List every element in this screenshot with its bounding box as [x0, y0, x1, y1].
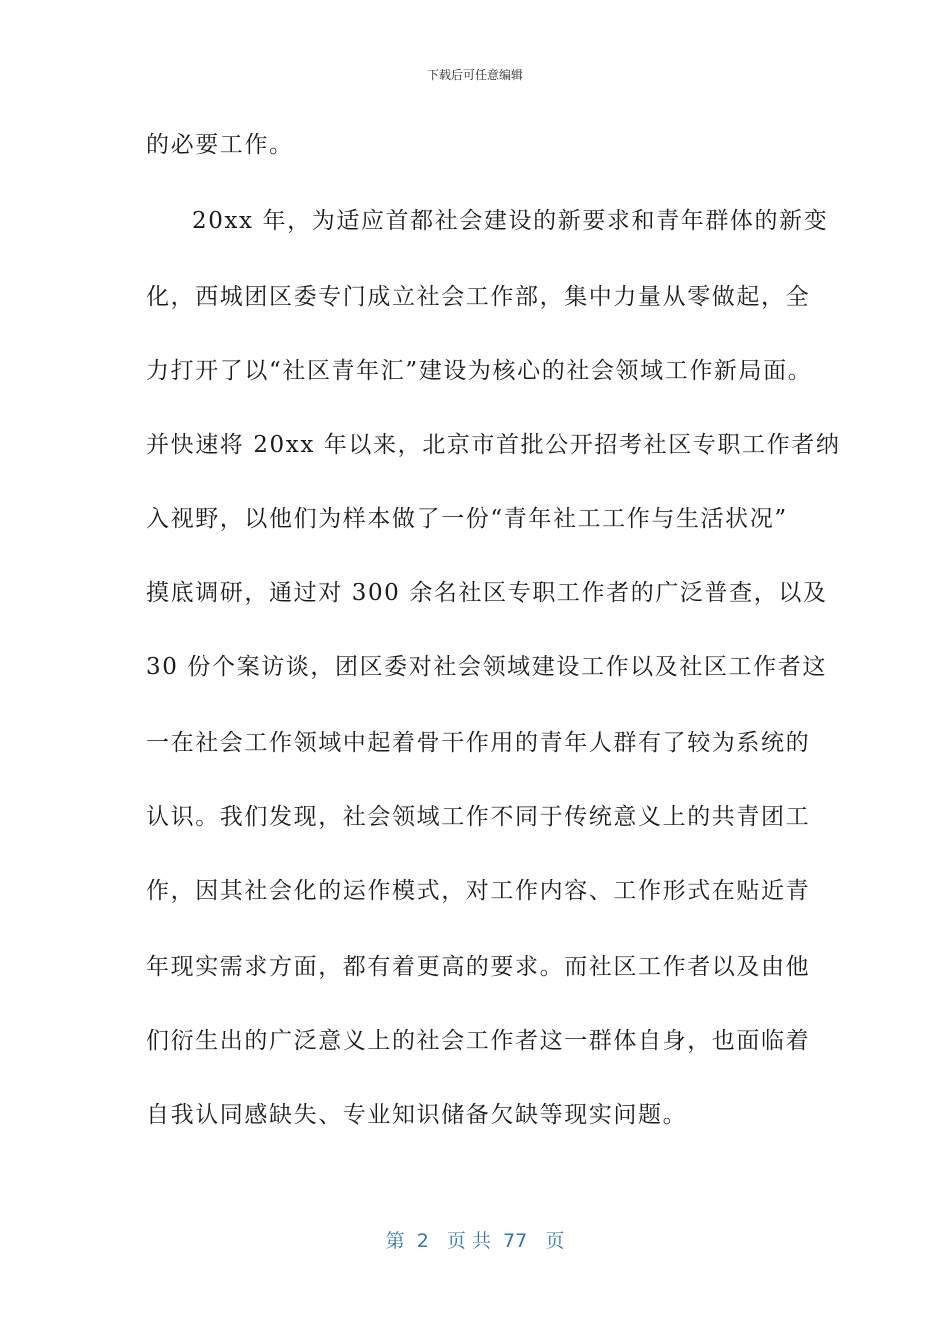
paragraph-line: 一在社会工作领域中起着骨干作用的青年人群有了较为系统的	[146, 730, 811, 756]
page-number-footer: 第 2 页 共 77 页	[385, 1230, 565, 1252]
paragraph-line: 自我认同感缺失、专业知识储备欠缺等现实问题。	[146, 1102, 688, 1128]
paragraph-line: 年现实需求方面，都有着更高的要求。而社区工作者以及由他	[146, 954, 811, 980]
paragraph-line: 化，西城团区委专门成立社会工作部，集中力量从零做起，全	[146, 284, 811, 310]
page-header: 下载后可任意编辑	[426, 68, 523, 82]
paragraph-line: 们衍生出的广泛意义上的社会工作者这一群体自身，也面临着	[146, 1028, 811, 1054]
paragraph-line: 认识。我们发现，社会领域工作不同于传统意义上的共青团工	[146, 804, 811, 830]
paragraph-line: 力打开了以“社区青年汇”建设为核心的社会领域工作新局面。	[146, 358, 813, 384]
paragraph-line: 30 份个案访谈，团区委对社会领域建设工作以及社区工作者这	[146, 654, 827, 680]
paragraph-line: 的必要工作。	[146, 132, 294, 158]
paragraph-line: 摸底调研，通过对 300 余名社区专职工作者的广泛普查，以及	[146, 580, 828, 606]
paragraph-line: 20xx 年，为适应首都社会建设的新要求和青年群体的新变	[192, 208, 829, 234]
paragraph-line: 作，因其社会化的运作模式，对工作内容、工作形式在贴近青	[146, 878, 811, 904]
paragraph-line: 入视野，以他们为样本做了一份“青年社工工作与生活状况”	[146, 506, 788, 532]
paragraph-line: 并快速将 20xx 年以来，北京市首批公开招考社区专职工作者纳	[146, 432, 841, 458]
